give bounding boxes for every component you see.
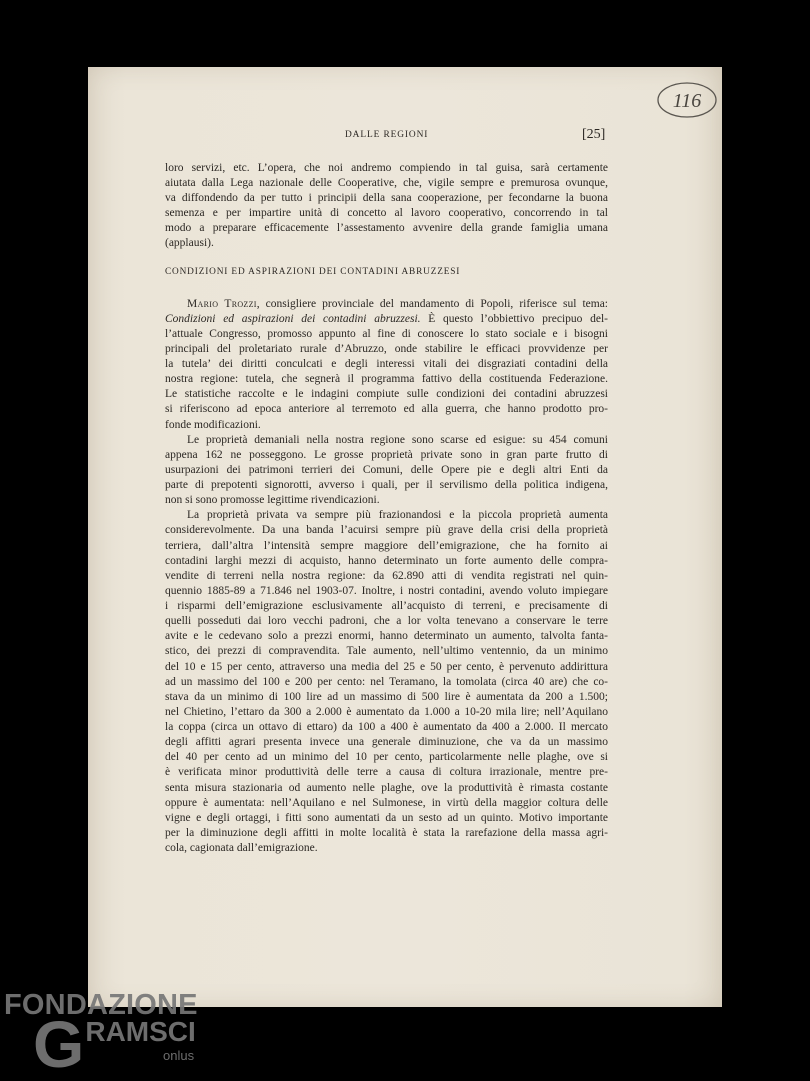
text-segment: È questo l’obbiettivo precipuo del- xyxy=(420,312,608,325)
text-line: quennio 1885-89 a 71.846 nel 1903-07. Inoltre, i nostri contadini, avendo voluto impiegare xyxy=(165,584,608,597)
text-line xyxy=(165,312,608,327)
text-line: parte di prepotenti signorotti, avverso i quali, per il servilismo della politica indigena, xyxy=(165,479,608,491)
text-line: la coppa (circa un ottavo di ettaro) da 100 a 400 è aumentato da 400 a 2.000. Il mercato xyxy=(165,721,608,733)
handwritten-folio-number: 116 xyxy=(672,90,702,112)
text-line: del 10 e 15 per cento, attraverso una media del 25 e 50 per cento, è pervenuto addirittura xyxy=(165,660,608,673)
text-line: Le statistiche raccolte e le indagini compiute sulle condizioni dei contadini abruzzesi xyxy=(165,388,608,401)
running-title: DALLE REGIONI xyxy=(345,130,429,140)
text-line: non si sono promosse legittime rivendicazioni. xyxy=(165,494,380,507)
section-body-block xyxy=(165,297,608,857)
text-line: quelli posseduti dai loro vecchi padroni, che a lor volta tenevano a conservare le terre xyxy=(165,615,608,628)
text-line: la tutela’ dei diritti conculcati e degli interessi vitali dei disgraziati contadini della xyxy=(165,358,608,370)
text-line: nel Chietino, l’ettaro da 300 a 2.000 è aumentato da 1.000 a 10-20 mila lire; nell’Aquilano xyxy=(165,705,608,718)
text-segment: , consigliere provinciale del mandamento di Popoli, riferisce sul tema: xyxy=(256,297,608,310)
folio-stamp xyxy=(654,78,720,122)
watermark-fondazione: FONDAZIONE xyxy=(4,989,198,1021)
text-line: fonde modificazioni. xyxy=(165,418,261,431)
text-line: appena 162 ne posseggono. Le grosse proprietà private sono in gran parte frutto di xyxy=(165,448,608,461)
text-line: (applausi). xyxy=(165,237,214,250)
text-line: cola, cagionata dall’emigrazione. xyxy=(165,842,318,854)
text-line: modo a preparare efficacemente l’assestamento avvenire della grande famiglia umana xyxy=(165,222,608,234)
text-line xyxy=(165,297,608,312)
text-line: per la diminuzione degli affitti in molte località è stata la rarefazione della massa agri- xyxy=(165,826,608,839)
topic-title: Condizioni ed aspirazioni dei contadini abruzzesi. xyxy=(165,312,421,325)
text-line: ad un massimo del 100 e 200 per cento: nel Teramano, la tomolata (circa 40 are) che co- xyxy=(165,675,608,688)
text-line: considerevolmente. Da una banda l’acuirsi sempre più grave della crisi della proprietà xyxy=(165,524,608,537)
text-line: principali del proletariato rurale d’Abruzzo, onde stabilire le efficaci provvidenze per xyxy=(165,342,608,355)
watermark-onlus: onlus xyxy=(163,1048,195,1063)
text-line: va diffondendo da per tutto i principii della sana cooperazione, per fecondarne la buona xyxy=(165,191,608,204)
text-line: oppure è aumentata: nell’Aquilano e nel Sulmonese, in virtù della maggior coltura delle xyxy=(165,796,608,809)
text-line: semenza e per impartire unità di concetto al lavoro cooperativo, concorrendo in tal xyxy=(165,206,608,219)
section-heading: CONDIZIONI ED ASPIRAZIONI DEI CONTADINI ABRUZZESI xyxy=(165,267,461,277)
text-line: usurpazioni dei patrimoni terrieri dei Comuni, delle Opere pie e degli altri Enti da xyxy=(165,463,608,476)
text-line: avite e le cedevano solo a prezzi enormi, hanno determinato un aumento, talvolta fanta- xyxy=(165,630,608,643)
text-line: l’attuale Congresso, promosso appunto al fine di conoscere lo stato sociale e i bisogni xyxy=(165,327,608,340)
text-line: è verificata minor produttività delle terre a causa di coltura irrazionale, mentre pre- xyxy=(165,766,608,779)
text-line: stava da un minimo di 100 lire ad un massimo di 500 lire è aumentata da 200 a 1.500; xyxy=(165,690,608,703)
speaker-name: Mario Trozzi xyxy=(187,297,257,310)
text-line: vigne e degli ortaggi, i fitti sono aumentati da un sesto ad un quinto. Motivo importante xyxy=(165,811,608,824)
text-line: del 40 per cento ad un minimo del 10 per cento, particolarmente nelle plaghe, ove si xyxy=(165,751,608,764)
text-line: La proprietà privata va sempre più frazionandosi e la piccola proprietà aumenta xyxy=(187,509,608,522)
text-line: terriera, dall’altra l’intensità sempre maggiore dell’emigrazione, che ha fornito ai xyxy=(165,539,608,552)
page-number: [25] xyxy=(582,127,606,142)
text-line: nostra regione: tutela, che segnerà il programma fattivo della costituenda Federazione. xyxy=(165,373,608,386)
text-line: degli affitti agrari presenta invece una generale diminuzione, che va da un massimo xyxy=(165,736,608,749)
text-line: si riferiscono ad epoca anteriore al terremoto ed alla guerra, che hanno prodotto pro- xyxy=(165,403,608,416)
text-line: Le proprietà demaniali nella nostra regione sono scarse ed esigue: su 454 comuni xyxy=(187,433,608,446)
text-line: i risparmi dell’emigrazione esclusivamente all’acquisto di terreni, e precisamente di xyxy=(165,600,608,612)
text-line: aiutata dalla Lega nazionale delle Cooperative, che, vigile sempre e premurosa ovunque, xyxy=(165,176,608,189)
text-line: stico, dei prezzi di compravendita. Tale aumento, nell’ultimo ventennio, da un minimo xyxy=(165,645,608,658)
text-line: vendite di terreni nella nostra regione: da 62.890 atti di vendita registrati nel quin- xyxy=(165,569,608,582)
text-line: loro servizi, etc. L’opera, che noi andremo compiendo in tal guisa, sarà certamente xyxy=(165,161,608,174)
text-line: contadini larghi mezzi di acquisto, hanno determinato un forte aumento delle compra- xyxy=(165,554,608,567)
opening-paragraph-block xyxy=(165,161,608,252)
watermark-gramsci-logo: GRAMSCI xyxy=(33,1007,196,1081)
text-line: senta misura stazionaria od aumento nelle plaghe, ove la produttività è rimasta costante xyxy=(165,781,608,794)
